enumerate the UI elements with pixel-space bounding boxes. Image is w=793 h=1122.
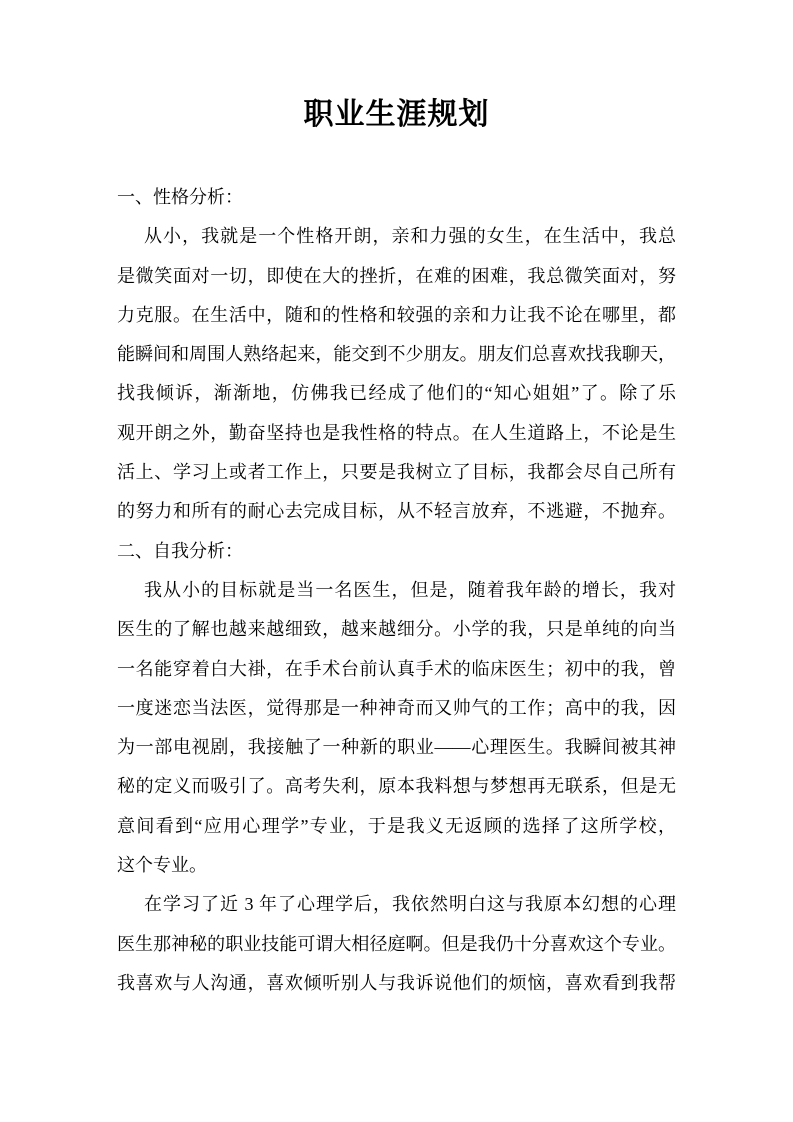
text-body [117,178,676,1003]
text-line: 是微笑面对一切，即使在大的挫折，在难的困难，我总微笑面对，努 [117,265,676,286]
text-line: 这个专业。 [117,855,207,876]
text-line: 从小，我就是一个性格开朗，亲和力强的女生，在生活中，我总 [144,226,676,247]
text-line: 观开朗之外，勤奋坚持也是我性格的特点。在人生道路上，不论是生 [117,422,676,443]
page-title: 职业生涯规划 [303,98,490,131]
text-line: 医生那神秘的职业技能可谓大相径庭啊。但是我仍十分喜欢这个专业。 [117,933,676,954]
text-line: 为一部电视剧，我接触了一种新的职业——心理医生。我瞬间被其神 [117,737,676,758]
section-heading: 二、自我分析： [117,540,243,561]
text-line: 力克服。在生活中，随和的性格和较强的亲和力让我不论在哪里，都 [117,304,676,325]
text-line: 意间看到“应用心理学”专业，于是我义无返顾的选择了这所学校， [117,815,676,836]
text-line: 我从小的目标就是当一名医生，但是，随着我年龄的增长，我对 [144,579,676,600]
text-line: 找我倾诉，渐渐地，仿佛我已经成了他们的“知心姐姐”了。除了乐 [117,383,676,404]
text-line: 在学习了近 3 年了心理学后，我依然明白这与我原本幻想的心理 [144,894,676,915]
text-line: 医生的了解也越来越细致，越来越细分。小学的我，只是单纯的向当 [117,619,676,640]
section-heading: 一、性格分析： [117,187,243,207]
text-line: 的努力和所有的耐心去完成目标，从不轻言放弃，不逃避，不抛弃。 [117,501,676,522]
text-line: 秘的定义而吸引了。高考失利，原本我料想与梦想再无联系，但是无 [117,776,676,797]
text-line: 我喜欢与人沟通，喜欢倾听别人与我诉说他们的烦恼，喜欢看到我帮 [117,972,676,993]
text-line: 能瞬间和周围人熟络起来，能交到不少朋友。朋友们总喜欢找我聊天， [117,344,676,365]
text-line: 一度迷恋当法医，觉得那是一种神奇而又帅气的工作；高中的我，因 [117,697,676,718]
text-line: 活上、学习上或者工作上，只要是我树立了目标，我都会尽自己所有 [117,462,676,483]
text-line: 一名能穿着白大褂，在手术台前认真手术的临床医生；初中的我，曾 [117,658,676,679]
